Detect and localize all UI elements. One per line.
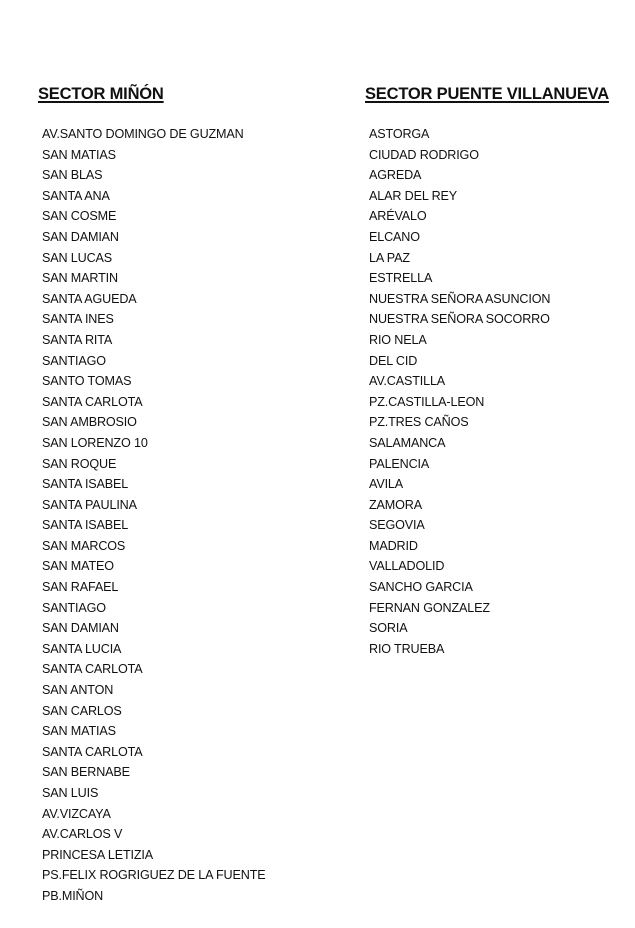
street-item: PB.MIÑON <box>42 888 104 903</box>
street-item: ASTORGA <box>369 127 430 141</box>
street-item: PRINCESA LETIZIA <box>42 847 153 862</box>
street-item: SANTA CARLOTA <box>42 662 143 677</box>
street-item: SAN BLAS <box>42 168 103 183</box>
sector-puente-villanueva-heading: SECTOR PUENTE VILLANUEVA <box>365 85 609 103</box>
street-item: SEGOVIA <box>369 518 425 533</box>
street-item: PZ.TRES CAÑOS <box>369 415 469 430</box>
street-item: AV.CASTILLA <box>369 374 446 389</box>
sector-minon-column <box>38 82 338 907</box>
street-item: ESTRELLA <box>369 271 433 286</box>
street-item: VALLADOLID <box>369 559 445 574</box>
street-item: ARÉVALO <box>369 209 427 224</box>
street-item: SAN MARCOS <box>42 538 126 553</box>
street-item: NUESTRA SEÑORA SOCORRO <box>369 312 550 327</box>
street-item: PS.FELIX ROGRIGUEZ DE LA FUENTE <box>42 868 266 883</box>
street-item: SAN BERNABE <box>42 765 130 780</box>
street-item: ALAR DEL REY <box>369 188 458 203</box>
street-item: NUESTRA SEÑORA ASUNCION <box>369 291 551 306</box>
street-item: SAN DAMIAN <box>42 621 119 636</box>
street-item: SANTO TOMAS <box>42 374 132 389</box>
street-item: SANTA PAULINA <box>42 497 137 512</box>
street-item: PALENCIA <box>369 456 430 471</box>
street-item: SAN ANTON <box>42 683 114 698</box>
street-item: RIO TRUEBA <box>369 641 445 656</box>
street-item: SANTIAGO <box>42 600 106 615</box>
street-item: SANTA CARLOTA <box>42 744 143 759</box>
street-item: CIUDAD RODRIGO <box>369 147 479 162</box>
street-item: SAN MATIAS <box>42 724 116 739</box>
street-item: SAN RAFAEL <box>42 580 119 595</box>
street-item: SANTA ISABEL <box>42 518 129 533</box>
sector-minon-heading: SECTOR MIÑÓN <box>38 85 164 103</box>
street-item: SAN AMBROSIO <box>42 415 137 430</box>
street-item: AV.CARLOS V <box>42 827 123 842</box>
street-item: LA PAZ <box>369 250 410 265</box>
street-item: AVILA <box>369 477 404 492</box>
street-item: SANTA LUCIA <box>42 641 122 656</box>
street-item: SAN MATEO <box>42 559 114 574</box>
street-item: SAN LORENZO 10 <box>42 435 148 450</box>
sector-puente-villanueva-column <box>365 82 625 659</box>
street-item: ELCANO <box>369 229 420 244</box>
street-item: DEL CID <box>369 353 418 368</box>
sector-puente-villanueva-street-list <box>369 124 625 659</box>
street-item: SORIA <box>369 621 408 636</box>
street-item: SANCHO GARCIA <box>369 580 473 595</box>
street-item: PZ.CASTILLA-LEON <box>369 394 485 409</box>
street-item: SANTIAGO <box>42 353 106 368</box>
street-item: AV.SANTO DOMINGO DE GUZMAN <box>42 127 244 141</box>
street-item: SANTA ISABEL <box>42 477 129 492</box>
street-item: SAN DAMIAN <box>42 229 119 244</box>
street-item: SAN COSME <box>42 209 117 224</box>
street-item: SANTA CARLOTA <box>42 394 143 409</box>
street-item: SAN LUCAS <box>42 250 113 265</box>
sector-minon-street-list <box>42 124 338 907</box>
street-item: MADRID <box>369 538 418 553</box>
street-item: SANTA RITA <box>42 332 113 347</box>
street-item: SANTA INES <box>42 312 114 327</box>
street-item: AV.VIZCAYA <box>42 806 111 821</box>
street-item: AGREDA <box>369 168 422 183</box>
street-item: SANTA AGUEDA <box>42 291 137 306</box>
street-item: SAN MATIAS <box>42 147 116 162</box>
street-item: SAN CARLOS <box>42 703 122 718</box>
street-item: SAN LUIS <box>42 786 99 800</box>
street-item: SANTA ANA <box>42 188 110 203</box>
street-item: SAN ROQUE <box>42 456 117 471</box>
street-item: FERNAN GONZALEZ <box>369 600 490 615</box>
street-item: SAN MARTIN <box>42 271 118 286</box>
street-item: RIO NELA <box>369 332 427 347</box>
street-item: ZAMORA <box>369 497 422 512</box>
street-item: SALAMANCA <box>369 435 446 450</box>
